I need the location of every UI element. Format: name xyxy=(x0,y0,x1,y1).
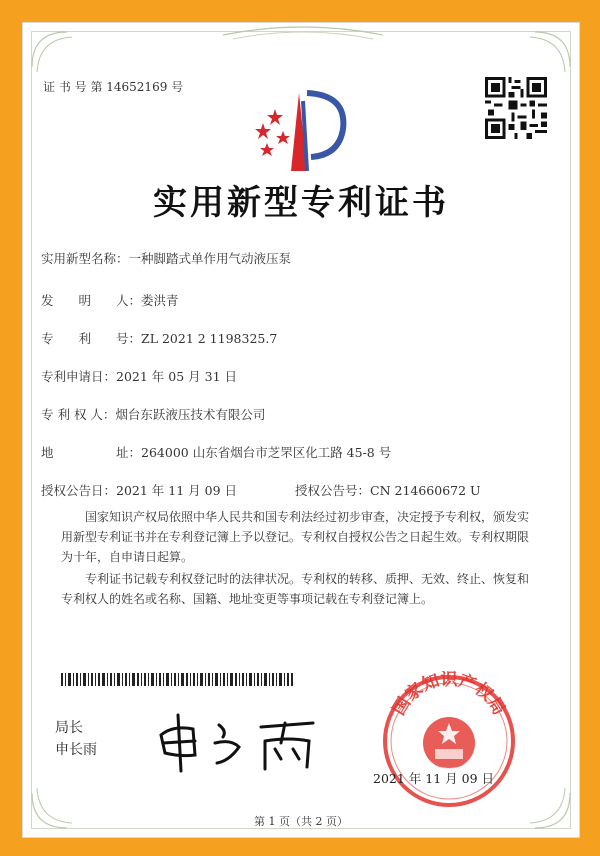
page-indicator: 第 1 页（共 2 页） xyxy=(254,815,348,828)
field-label: 授权公告日： xyxy=(41,483,117,498)
grant-statement-paragraph: 国家知识产权局依照中华人民共和国专利法经过初步审查，决定授予专利权，颁发实用新型专利证书并在专利登记簿上予以登记。专利权自授权公告之日起生效。专利权期限为十年，自申请日起算。 xyxy=(61,510,530,564)
utility-model-name-row xyxy=(41,249,291,267)
patent-number-row xyxy=(41,329,277,347)
field-value: 264000 山东省烟台市芝罘区化工路 45-8 号 xyxy=(141,445,392,460)
field-label: 实用新型名称： xyxy=(41,251,129,266)
director-block xyxy=(55,717,97,761)
certificate-title: 实用新型专利证书 xyxy=(153,183,449,223)
field-value: 烟台东跃液压技术有限公司 xyxy=(115,407,266,422)
top-wreath-icon xyxy=(213,23,393,45)
field-label: 授权公告号： xyxy=(295,483,371,498)
field-label: 发 明 人： xyxy=(41,293,142,308)
address-row xyxy=(41,443,391,461)
field-value: CN 214660672 U xyxy=(370,483,481,498)
filing-date-row xyxy=(41,367,237,385)
seal-text: 国家知识产权局 xyxy=(389,671,509,719)
grant-date-row xyxy=(41,481,237,499)
field-label: 地 址： xyxy=(41,445,142,460)
certificate-number: 证 书 号 第 14652169 号 xyxy=(43,80,184,94)
qr-code-icon xyxy=(485,77,547,139)
official-seal-icon xyxy=(379,671,519,811)
stamp-date: 2021 年 11 月 09 日 xyxy=(373,771,494,786)
svg-text:国家知识产权局 xyxy=(389,671,509,719)
field-value: ZL 2021 2 1198325.7 xyxy=(141,331,278,346)
field-value: 2021 年 11 月 09 日 xyxy=(116,483,238,498)
director-name: 申长雨 xyxy=(55,742,97,758)
director-signature-icon xyxy=(153,707,333,777)
legal-status-paragraph: 专利证书记载专利权登记时的法律状况。专利权的转移、质押、无效、终止、恢复和专利权人的姓名或名称、国籍、地址变更等事项记载在专利登记簿上。 xyxy=(61,572,530,606)
field-value: 娄洪青 xyxy=(141,293,179,308)
field-label: 专 利 权 人： xyxy=(41,407,116,422)
field-label: 专 利 号： xyxy=(41,331,142,346)
grant-number-row xyxy=(295,481,481,499)
barcode-icon xyxy=(61,673,293,686)
certificate-page xyxy=(22,22,580,838)
field-label: 专利申请日： xyxy=(41,369,117,384)
director-title: 局长 xyxy=(55,720,83,736)
inventor-row xyxy=(41,291,179,309)
field-value: 一种脚踏式单作用气动液压泵 xyxy=(128,251,292,266)
field-value: 2021 年 05 月 31 日 xyxy=(116,369,238,384)
patentee-row xyxy=(41,405,265,423)
patent-office-logo-icon xyxy=(251,71,359,179)
